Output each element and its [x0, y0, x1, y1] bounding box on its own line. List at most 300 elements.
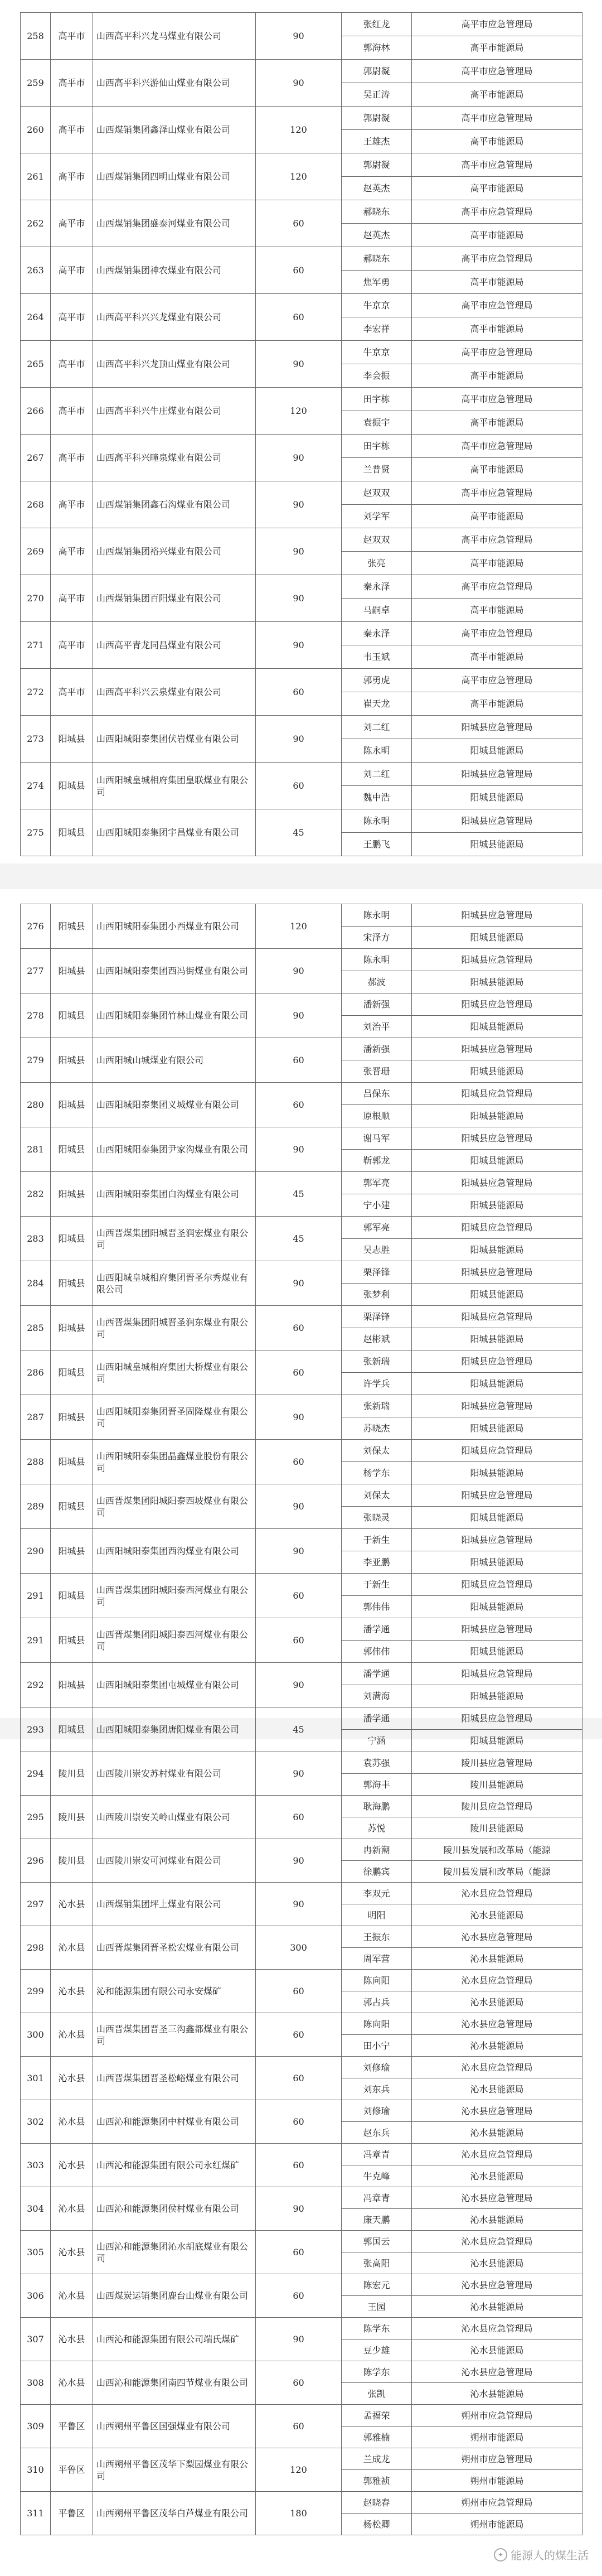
- staff-cell: 牛克峰: [342, 2165, 412, 2187]
- company-cell: 山西阳城阳泰集团义城煤业有限公司: [93, 1083, 256, 1127]
- capacity-cell: 90: [256, 1529, 342, 1574]
- bureau-cell: 沁水县能源局: [412, 2252, 582, 2274]
- table-row: [21, 481, 582, 505]
- table-row: [21, 294, 582, 317]
- company-cell: 山西煤销集团神农煤业有限公司: [93, 247, 256, 294]
- county-cell: 阳城县: [51, 1574, 93, 1618]
- staff-cell: 兰成龙: [342, 2448, 412, 2470]
- capacity-cell: 90: [256, 1127, 342, 1172]
- coal-mine-table: [20, 904, 582, 1752]
- staff-cell: 许学兵: [342, 1373, 412, 1395]
- bureau-cell: 沁水县应急管理局: [412, 2361, 582, 2383]
- county-cell: 高平市: [51, 388, 93, 435]
- bureau-cell: 阳城县能源局: [412, 1194, 582, 1217]
- bureau-cell: 高平市能源局: [412, 271, 582, 294]
- row-number: 258: [21, 13, 51, 60]
- table-row: [21, 13, 582, 36]
- capacity-cell: 90: [256, 60, 342, 107]
- table-row: [21, 153, 582, 177]
- county-cell: 高平市: [51, 60, 93, 107]
- bureau-cell: 高平市应急管理局: [412, 107, 582, 130]
- row-number: 292: [21, 1663, 51, 1707]
- capacity-cell: 180: [256, 2492, 342, 2535]
- company-cell: 山西煤销集团盛泰河煤业有限公司: [93, 200, 256, 247]
- bureau-cell: 阳城县应急管理局: [412, 1217, 582, 1239]
- bureau-cell: 高平市能源局: [412, 692, 582, 716]
- bureau-cell: 沁水县应急管理局: [412, 1926, 582, 1948]
- bureau-cell: 朔州市能源局: [412, 2470, 582, 2492]
- row-number: 275: [21, 809, 51, 856]
- bureau-cell: 沁水县能源局: [412, 2078, 582, 2100]
- row-number: 281: [21, 1127, 51, 1172]
- row-number: 271: [21, 622, 51, 669]
- table-row: [21, 341, 582, 364]
- row-number: 268: [21, 481, 51, 528]
- county-cell: 阳城县: [51, 1261, 93, 1306]
- table-row: [21, 1083, 582, 1105]
- bureau-cell: 沁水县能源局: [412, 2339, 582, 2361]
- staff-cell: 靳郭龙: [342, 1150, 412, 1172]
- company-cell: 山西阳城阳泰集团小西煤业有限公司: [93, 904, 256, 949]
- company-cell: 山西晋煤集团阳城晋圣润东煤业有限公司: [93, 1306, 256, 1350]
- capacity-cell: 60: [256, 1970, 342, 2013]
- capacity-cell: 60: [256, 763, 342, 809]
- staff-cell: 潘学通: [342, 1663, 412, 1685]
- staff-cell: 郭勇虎: [342, 669, 412, 692]
- bureau-cell: 高平市应急管理局: [412, 669, 582, 692]
- table-row: [21, 1217, 582, 1239]
- table-row: [21, 1529, 582, 1551]
- capacity-cell: 60: [256, 2100, 342, 2144]
- bureau-cell: 高平市应急管理局: [412, 435, 582, 458]
- row-number: 267: [21, 435, 51, 481]
- capacity-cell: 60: [256, 2013, 342, 2057]
- staff-cell: 袁苏强: [342, 1752, 412, 1774]
- bureau-cell: 阳城县能源局: [412, 1551, 582, 1574]
- capacity-cell: 120: [256, 388, 342, 435]
- bureau-cell: 阳城县应急管理局: [412, 1083, 582, 1105]
- staff-cell: 郝波: [342, 971, 412, 993]
- row-number: 263: [21, 247, 51, 294]
- bureau-cell: 沁水县能源局: [412, 1948, 582, 1970]
- county-cell: 阳城县: [51, 949, 93, 993]
- bureau-cell: 沁水县应急管理局: [412, 2274, 582, 2296]
- table-row: [21, 1970, 582, 1991]
- company-cell: 山西阳城皇城相府集团晋圣尔秀煤业有限公司: [93, 1261, 256, 1306]
- staff-cell: 栗泽锋: [342, 1261, 412, 1284]
- staff-cell: 张红龙: [342, 13, 412, 36]
- staff-cell: 王园: [342, 2296, 412, 2318]
- staff-cell: 张新瑞: [342, 1350, 412, 1373]
- capacity-cell: 60: [256, 669, 342, 716]
- company-cell: 山西陵川崇安关岭山煤业有限公司: [93, 1796, 256, 1839]
- company-cell: 山西阳城阳泰集团宇昌煤业有限公司: [93, 809, 256, 856]
- bureau-cell: 高平市应急管理局: [412, 153, 582, 177]
- table-row: [21, 1395, 582, 1417]
- row-number: 278: [21, 993, 51, 1038]
- bureau-cell: 阳城县能源局: [412, 1373, 582, 1395]
- bureau-cell: 沁水县能源局: [412, 2035, 582, 2057]
- staff-cell: 冯章青: [342, 2187, 412, 2209]
- bureau-cell: 阳城县应急管理局: [412, 1663, 582, 1685]
- row-number: 293: [21, 1707, 51, 1752]
- watermark-text: 能源人的煤生活: [511, 2549, 589, 2562]
- row-number: 304: [21, 2187, 51, 2231]
- bureau-cell: 朔州市应急管理局: [412, 2448, 582, 2470]
- bureau-cell: 朔州市应急管理局: [412, 2405, 582, 2427]
- row-number: 262: [21, 200, 51, 247]
- staff-cell: 吴正涛: [342, 83, 412, 107]
- staff-cell: 赵彬斌: [342, 1328, 412, 1350]
- company-cell: 山西煤销集团鑫石沟煤业有限公司: [93, 481, 256, 528]
- bureau-cell: 沁水县应急管理局: [412, 2318, 582, 2339]
- staff-cell: 赵双双: [342, 528, 412, 552]
- capacity-cell: 60: [256, 1618, 342, 1663]
- company-cell: 山西晋煤集团晋圣松宏煤业有限公司: [93, 1926, 256, 1970]
- bureau-cell: 沁水县应急管理局: [412, 2144, 582, 2165]
- table-row: [21, 247, 582, 271]
- row-number: 280: [21, 1083, 51, 1127]
- table-row: [21, 949, 582, 971]
- bureau-cell: 阳城县应急管理局: [412, 809, 582, 833]
- bureau-cell: 高平市应急管理局: [412, 575, 582, 599]
- company-cell: 山西高平科兴疃泉煤业有限公司: [93, 435, 256, 481]
- company-cell: 山西晋煤集团阳城晋圣润宏煤业有限公司: [93, 1217, 256, 1261]
- county-cell: 沁水县: [51, 2361, 93, 2405]
- bureau-cell: 高平市应急管理局: [412, 200, 582, 224]
- table-row: [21, 622, 582, 645]
- staff-cell: 牛京京: [342, 341, 412, 364]
- staff-cell: 秦永泽: [342, 622, 412, 645]
- bureau-cell: 阳城县能源局: [412, 1507, 582, 1529]
- staff-cell: 张高阳: [342, 2252, 412, 2274]
- capacity-cell: 90: [256, 993, 342, 1038]
- bureau-cell: 阳城县应急管理局: [412, 1395, 582, 1417]
- staff-cell: 原根顺: [342, 1105, 412, 1127]
- row-number: 279: [21, 1038, 51, 1083]
- company-cell: 山西朔州平鲁区国强煤业有限公司: [93, 2405, 256, 2448]
- staff-cell: 陈向阳: [342, 2013, 412, 2035]
- bureau-cell: 阳城县应急管理局: [412, 1172, 582, 1194]
- table-row: [21, 2100, 582, 2122]
- county-cell: 沁水县: [51, 2144, 93, 2187]
- staff-cell: 兰普贤: [342, 458, 412, 481]
- table-row: [21, 2187, 582, 2209]
- row-number: 273: [21, 716, 51, 763]
- table-row: [21, 435, 582, 458]
- table-row: [21, 575, 582, 599]
- bureau-cell: 阳城县应急管理局: [412, 716, 582, 739]
- staff-cell: 张晓灵: [342, 1507, 412, 1529]
- staff-cell: 郭海丰: [342, 1774, 412, 1796]
- bureau-cell: 陵川县能源局: [412, 1817, 582, 1839]
- company-cell: 山西阳城阳泰集团晶鑫煤业股份有限公司: [93, 1440, 256, 1484]
- table-row: [21, 1663, 582, 1685]
- table-row: [21, 60, 582, 83]
- table-row: [21, 1883, 582, 1904]
- staff-cell: 马嗣卓: [342, 599, 412, 622]
- bureau-cell: 阳城县应急管理局: [412, 1440, 582, 1462]
- staff-cell: 廉天鹏: [342, 2209, 412, 2231]
- capacity-cell: 90: [256, 13, 342, 60]
- county-cell: 高平市: [51, 481, 93, 528]
- company-cell: 山西煤销集团百阳煤业有限公司: [93, 575, 256, 622]
- bureau-cell: 阳城县能源局: [412, 927, 582, 949]
- bureau-cell: 陵川县应急管理局: [412, 1752, 582, 1774]
- county-cell: 阳城县: [51, 904, 93, 949]
- capacity-cell: 90: [256, 1883, 342, 1926]
- capacity-cell: 60: [256, 1083, 342, 1127]
- bureau-cell: 高平市应急管理局: [412, 294, 582, 317]
- company-cell: 山西阳城阳泰集团唐阳煤业有限公司: [93, 1707, 256, 1752]
- staff-cell: 刘二红: [342, 716, 412, 739]
- county-cell: 沁水县: [51, 2100, 93, 2144]
- staff-cell: 田宇栋: [342, 435, 412, 458]
- table-row: [21, 2361, 582, 2383]
- row-number: 272: [21, 669, 51, 716]
- company-cell: 山西阳城阳泰集团西冯街煤业有限公司: [93, 949, 256, 993]
- capacity-cell: 60: [256, 247, 342, 294]
- capacity-cell: 90: [256, 1663, 342, 1707]
- bureau-cell: 阳城县应急管理局: [412, 1306, 582, 1328]
- staff-cell: 韦玉斌: [342, 645, 412, 669]
- bureau-cell: 沁水县应急管理局: [412, 2057, 582, 2078]
- staff-cell: 刘修瑜: [342, 2057, 412, 2078]
- company-cell: 山西沁和能源集团沁水胡底煤业有限公司: [93, 2231, 256, 2274]
- staff-cell: 刘保太: [342, 1484, 412, 1507]
- county-cell: 沁水县: [51, 2231, 93, 2274]
- company-cell: 山西阳城皇城相府集团大桥煤业有限公司: [93, 1350, 256, 1395]
- company-cell: 山西高平青龙同昌煤业有限公司: [93, 622, 256, 669]
- capacity-cell: 120: [256, 107, 342, 153]
- staff-cell: 宁涵: [342, 1730, 412, 1752]
- bureau-cell: 沁水县能源局: [412, 2383, 582, 2405]
- county-cell: 阳城县: [51, 716, 93, 763]
- company-cell: 山西煤销集团鑫泽山煤业有限公司: [93, 107, 256, 153]
- capacity-cell: 90: [256, 716, 342, 763]
- staff-cell: 徐鹏宾: [342, 1861, 412, 1883]
- watermark: [494, 2546, 589, 2563]
- county-cell: 高平市: [51, 294, 93, 341]
- bureau-cell: 阳城县能源局: [412, 1060, 582, 1083]
- row-number: 287: [21, 1395, 51, 1440]
- row-number: 294: [21, 1752, 51, 1796]
- table-row: [21, 1752, 582, 1774]
- staff-cell: 刘二红: [342, 763, 412, 786]
- staff-cell: 陈学东: [342, 2361, 412, 2383]
- capacity-cell: 60: [256, 1350, 342, 1395]
- row-number: 274: [21, 763, 51, 809]
- county-cell: 高平市: [51, 575, 93, 622]
- capacity-cell: 90: [256, 481, 342, 528]
- row-number: 261: [21, 153, 51, 200]
- row-number: 309: [21, 2405, 51, 2448]
- bureau-cell: 沁水县应急管理局: [412, 1883, 582, 1904]
- row-number: 302: [21, 2100, 51, 2144]
- bureau-cell: 高平市能源局: [412, 317, 582, 341]
- staff-cell: 赵晓春: [342, 2492, 412, 2514]
- staff-cell: 张梦利: [342, 1284, 412, 1306]
- staff-cell: 苏悦: [342, 1817, 412, 1839]
- bureau-cell: 高平市能源局: [412, 411, 582, 435]
- county-cell: 沁水县: [51, 2187, 93, 2231]
- company-cell: 山西煤炭运销集团鹿台山煤业有限公司: [93, 2274, 256, 2318]
- capacity-cell: 90: [256, 1484, 342, 1529]
- table-row: [21, 1261, 582, 1284]
- table-row: [21, 1707, 582, 1730]
- row-number: 285: [21, 1306, 51, 1350]
- bureau-cell: 阳城县能源局: [412, 1328, 582, 1350]
- staff-cell: 郝晓东: [342, 200, 412, 224]
- row-number: 289: [21, 1484, 51, 1529]
- bureau-cell: 沁水县应急管理局: [412, 2231, 582, 2252]
- company-cell: 山西高平科兴兴龙煤业有限公司: [93, 294, 256, 341]
- bureau-cell: 高平市能源局: [412, 599, 582, 622]
- table-row: [21, 1306, 582, 1328]
- bureau-cell: 阳城县应急管理局: [412, 1350, 582, 1373]
- staff-cell: 周军营: [342, 1948, 412, 1970]
- company-cell: 山西阳城皇城相府集团皇联煤业有限公司: [93, 763, 256, 809]
- bureau-cell: 沁水县应急管理局: [412, 1970, 582, 1991]
- county-cell: 平鲁区: [51, 2492, 93, 2535]
- bureau-cell: 沁水县能源局: [412, 2122, 582, 2144]
- staff-cell: 冉新潮: [342, 1839, 412, 1861]
- county-cell: 阳城县: [51, 1440, 93, 1484]
- row-number: 266: [21, 388, 51, 435]
- staff-cell: 赵双双: [342, 481, 412, 505]
- staff-cell: 潘学通: [342, 1618, 412, 1641]
- company-cell: 山西高平科兴游仙山煤业有限公司: [93, 60, 256, 107]
- company-cell: 山西沁和能源集团中村煤业有限公司: [93, 2100, 256, 2144]
- capacity-cell: 90: [256, 622, 342, 669]
- staff-cell: 刘学军: [342, 505, 412, 528]
- staff-cell: 焦军勇: [342, 271, 412, 294]
- company-cell: 山西阳城阳泰集团竹林山煤业有限公司: [93, 993, 256, 1038]
- county-cell: 平鲁区: [51, 2448, 93, 2492]
- table-panel-3: [20, 1752, 582, 2535]
- capacity-cell: 60: [256, 294, 342, 341]
- row-number: 308: [21, 2361, 51, 2405]
- bureau-cell: 阳城县能源局: [412, 1105, 582, 1127]
- company-cell: 山西高平科兴云泉煤业有限公司: [93, 669, 256, 716]
- row-number: 291: [21, 1618, 51, 1663]
- row-number: 265: [21, 341, 51, 388]
- staff-cell: 郭雅祯: [342, 2470, 412, 2492]
- county-cell: 高平市: [51, 13, 93, 60]
- row-number: 300: [21, 2013, 51, 2057]
- company-cell: 山西沁和能源集团有限公司端氏煤矿: [93, 2318, 256, 2361]
- staff-cell: 陈学东: [342, 2318, 412, 2339]
- staff-cell: 吴志胜: [342, 1239, 412, 1261]
- capacity-cell: 60: [256, 2405, 342, 2448]
- company-cell: 山西阳城阳泰集团白沟煤业有限公司: [93, 1172, 256, 1217]
- capacity-cell: 120: [256, 2448, 342, 2492]
- staff-cell: 谢马军: [342, 1127, 412, 1150]
- table-row: [21, 2231, 582, 2252]
- bureau-cell: 高平市能源局: [412, 177, 582, 200]
- bureau-cell: 阳城县能源局: [412, 1641, 582, 1663]
- bureau-cell: 阳城县能源局: [412, 1150, 582, 1172]
- row-number: 298: [21, 1926, 51, 1970]
- capacity-cell: 90: [256, 1395, 342, 1440]
- staff-cell: 牛京京: [342, 294, 412, 317]
- capacity-cell: 60: [256, 2057, 342, 2100]
- staff-cell: 苏晓杰: [342, 1417, 412, 1440]
- table-row: [21, 763, 582, 786]
- company-cell: 山西阳城山城煤业有限公司: [93, 1038, 256, 1083]
- bureau-cell: 高平市应急管理局: [412, 13, 582, 36]
- company-cell: 山西高平科兴牛庄煤业有限公司: [93, 388, 256, 435]
- staff-cell: 郭军亮: [342, 1172, 412, 1194]
- company-cell: 山西煤销集团四明山煤业有限公司: [93, 153, 256, 200]
- wechat-logo-icon: ✦: [494, 2548, 507, 2561]
- row-number: 310: [21, 2448, 51, 2492]
- staff-cell: 陈向阳: [342, 1970, 412, 1991]
- capacity-cell: 60: [256, 2361, 342, 2405]
- bureau-cell: 阳城县应急管理局: [412, 1038, 582, 1060]
- capacity-cell: 60: [256, 1440, 342, 1484]
- county-cell: 阳城县: [51, 1217, 93, 1261]
- row-number: 283: [21, 1217, 51, 1261]
- capacity-cell: 60: [256, 1574, 342, 1618]
- bureau-cell: 沁水县应急管理局: [412, 2187, 582, 2209]
- bureau-cell: 阳城县应急管理局: [412, 993, 582, 1016]
- bureau-cell: 陵川县发展和改革局（能源: [412, 1839, 582, 1861]
- staff-cell: 崔天龙: [342, 692, 412, 716]
- capacity-cell: 90: [256, 2318, 342, 2361]
- row-number: 311: [21, 2492, 51, 2535]
- bureau-cell: 高平市能源局: [412, 364, 582, 388]
- county-cell: 阳城县: [51, 1083, 93, 1127]
- county-cell: 陵川县: [51, 1752, 93, 1796]
- table-row: [21, 2448, 582, 2470]
- bureau-cell: 阳城县能源局: [412, 1685, 582, 1707]
- row-number: 303: [21, 2144, 51, 2187]
- capacity-cell: 90: [256, 2187, 342, 2231]
- table-row: [21, 1127, 582, 1150]
- capacity-cell: 90: [256, 1839, 342, 1883]
- staff-cell: 于新生: [342, 1529, 412, 1551]
- staff-cell: 李宏祥: [342, 317, 412, 341]
- coal-mine-table: [20, 12, 582, 856]
- bureau-cell: 高平市应急管理局: [412, 60, 582, 83]
- staff-cell: 刘满海: [342, 1685, 412, 1707]
- company-cell: 山西陵川崇安可河煤业有限公司: [93, 1839, 256, 1883]
- table-row: [21, 2318, 582, 2339]
- bureau-cell: 高平市能源局: [412, 224, 582, 247]
- table-row: [21, 669, 582, 692]
- row-number: 306: [21, 2274, 51, 2318]
- bureau-cell: 高平市能源局: [412, 83, 582, 107]
- bureau-cell: 沁水县能源局: [412, 1904, 582, 1926]
- staff-cell: 李双元: [342, 1883, 412, 1904]
- bureau-cell: 阳城县应急管理局: [412, 1261, 582, 1284]
- staff-cell: 明阳: [342, 1904, 412, 1926]
- capacity-cell: 300: [256, 1926, 342, 1970]
- company-cell: 山西阳城阳泰集团尹家沟煤业有限公司: [93, 1127, 256, 1172]
- staff-cell: 豆少雄: [342, 2339, 412, 2361]
- bureau-cell: 高平市应急管理局: [412, 388, 582, 411]
- staff-cell: 张晋珊: [342, 1060, 412, 1083]
- staff-cell: 郭海林: [342, 36, 412, 60]
- bureau-cell: 阳城县能源局: [412, 1284, 582, 1306]
- county-cell: 阳城县: [51, 1484, 93, 1529]
- county-cell: 陵川县: [51, 1839, 93, 1883]
- staff-cell: 陈永明: [342, 809, 412, 833]
- bureau-cell: 阳城县能源局: [412, 1730, 582, 1752]
- county-cell: 沁水县: [51, 2013, 93, 2057]
- row-number: 282: [21, 1172, 51, 1217]
